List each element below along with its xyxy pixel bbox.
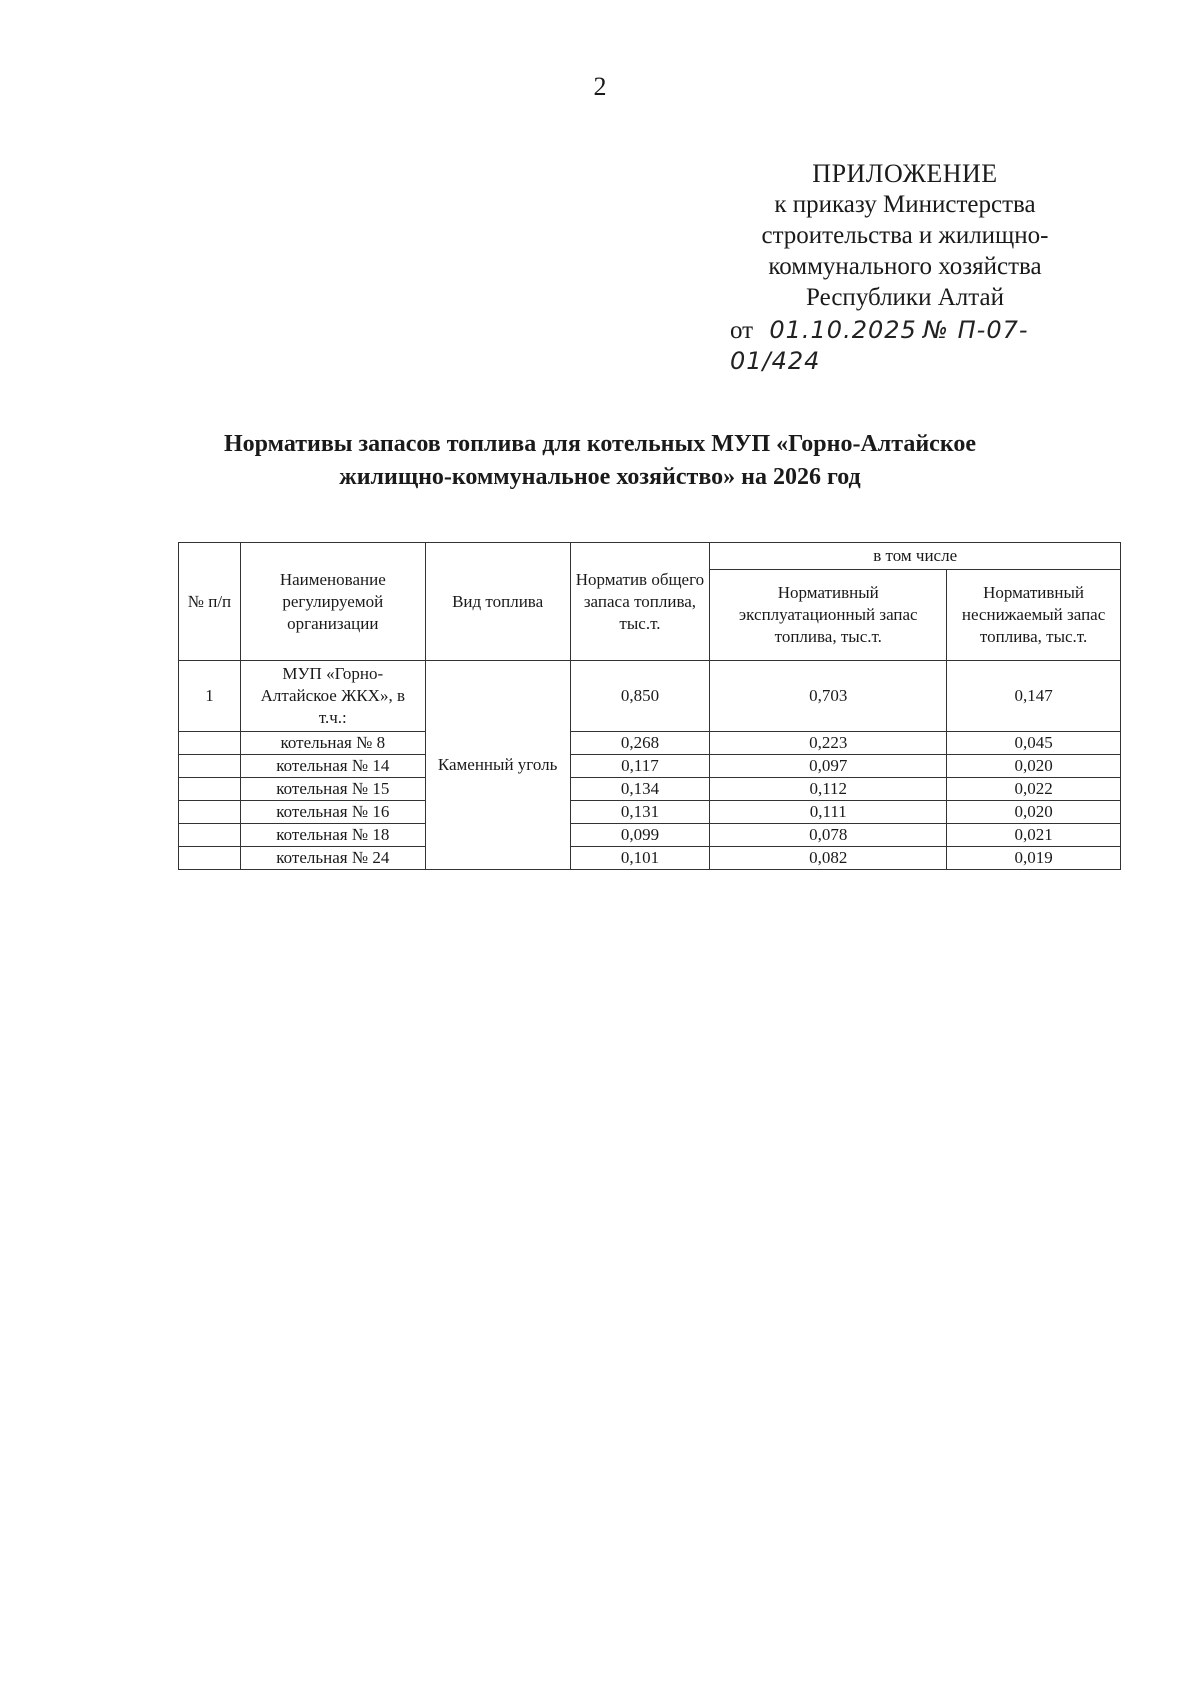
- cell-exploitation: 0,112: [710, 778, 947, 801]
- cell-boiler-name: котельная № 8: [240, 732, 425, 755]
- cell-total: 0,131: [570, 801, 710, 824]
- title-line-1: Нормативы запасов топлива для котельных МУП «Горно-Алтайское: [224, 431, 976, 457]
- cell-total: 0,101: [570, 847, 710, 870]
- handwritten-order-number: № П-07-01/424: [730, 316, 1029, 375]
- appendix-block: [720, 158, 1090, 377]
- handwritten-date: 01.10.2025: [769, 316, 917, 344]
- header-fuel-type: Вид топлива: [425, 543, 570, 661]
- cell-irreducible: 0,147: [947, 661, 1121, 732]
- document-title: [0, 428, 1200, 494]
- cell-irreducible: 0,021: [947, 824, 1121, 847]
- cell-boiler-name: котельная № 18: [240, 824, 425, 847]
- cell-exploitation: 0,078: [710, 824, 947, 847]
- cell-num: [179, 801, 241, 824]
- cell-total: 0,099: [570, 824, 710, 847]
- cell-irreducible: 0,022: [947, 778, 1121, 801]
- cell-irreducible: 0,020: [947, 801, 1121, 824]
- cell-irreducible: 0,019: [947, 847, 1121, 870]
- title-line-2: жилищно-коммунальное хозяйство» на 2026 год: [339, 464, 861, 490]
- header-exploitation-reserve: Нормативный эксплуатационный запас топлива, тыс.т.: [710, 570, 947, 661]
- cell-num: [179, 824, 241, 847]
- cell-num: [179, 778, 241, 801]
- header-irreducible-reserve: Нормативный неснижаемый запас топлива, тыс.т.: [947, 570, 1121, 661]
- table-row: [179, 778, 1121, 801]
- appendix-line: к приказу Министерства: [774, 191, 1036, 218]
- cell-exploitation: 0,703: [710, 661, 947, 732]
- cell-boiler-name: котельная № 14: [240, 755, 425, 778]
- cell-total: 0,117: [570, 755, 710, 778]
- cell-fuel-type: Каменный уголь: [425, 661, 570, 870]
- cell-total: 0,134: [570, 778, 710, 801]
- table-row: [179, 824, 1121, 847]
- table-row: [179, 847, 1121, 870]
- cell-num: [179, 732, 241, 755]
- header-organization: Наименование регулируемой организации: [240, 543, 425, 661]
- header-num: № п/п: [179, 543, 241, 661]
- cell-num: [179, 847, 241, 870]
- cell-exploitation: 0,097: [710, 755, 947, 778]
- header-total-norm: Норматив общего запаса топлива, тыс.т.: [570, 543, 710, 661]
- fuel-norms-table: [178, 542, 1121, 870]
- cell-boiler-name: котельная № 24: [240, 847, 425, 870]
- from-prefix: от: [730, 317, 754, 344]
- header-including: в том числе: [710, 543, 1121, 570]
- cell-irreducible: 0,020: [947, 755, 1121, 778]
- cell-boiler-name: котельная № 15: [240, 778, 425, 801]
- cell-exploitation: 0,082: [710, 847, 947, 870]
- table-row: [179, 801, 1121, 824]
- cell-exploitation: 0,111: [710, 801, 947, 824]
- cell-num: [179, 755, 241, 778]
- table-row: [179, 732, 1121, 755]
- page-number: 2: [593, 72, 607, 101]
- appendix-line: строительства и жилищно-: [761, 222, 1049, 249]
- appendix-line: Республики Алтай: [806, 284, 1004, 311]
- cell-irreducible: 0,045: [947, 732, 1121, 755]
- table-row: [179, 661, 1121, 732]
- appendix-line: коммунального хозяйства: [768, 253, 1042, 280]
- table-row: [179, 755, 1121, 778]
- cell-total: 0,850: [570, 661, 710, 732]
- cell-total: 0,268: [570, 732, 710, 755]
- cell-exploitation: 0,223: [710, 732, 947, 755]
- cell-organization: МУП «Горно-Алтайское ЖКХ», в т.ч.:: [240, 661, 425, 732]
- cell-num: 1: [179, 661, 241, 732]
- cell-boiler-name: котельная № 16: [240, 801, 425, 824]
- order-reference: [720, 315, 1090, 377]
- appendix-heading: ПРИЛОЖЕНИЕ: [812, 159, 998, 188]
